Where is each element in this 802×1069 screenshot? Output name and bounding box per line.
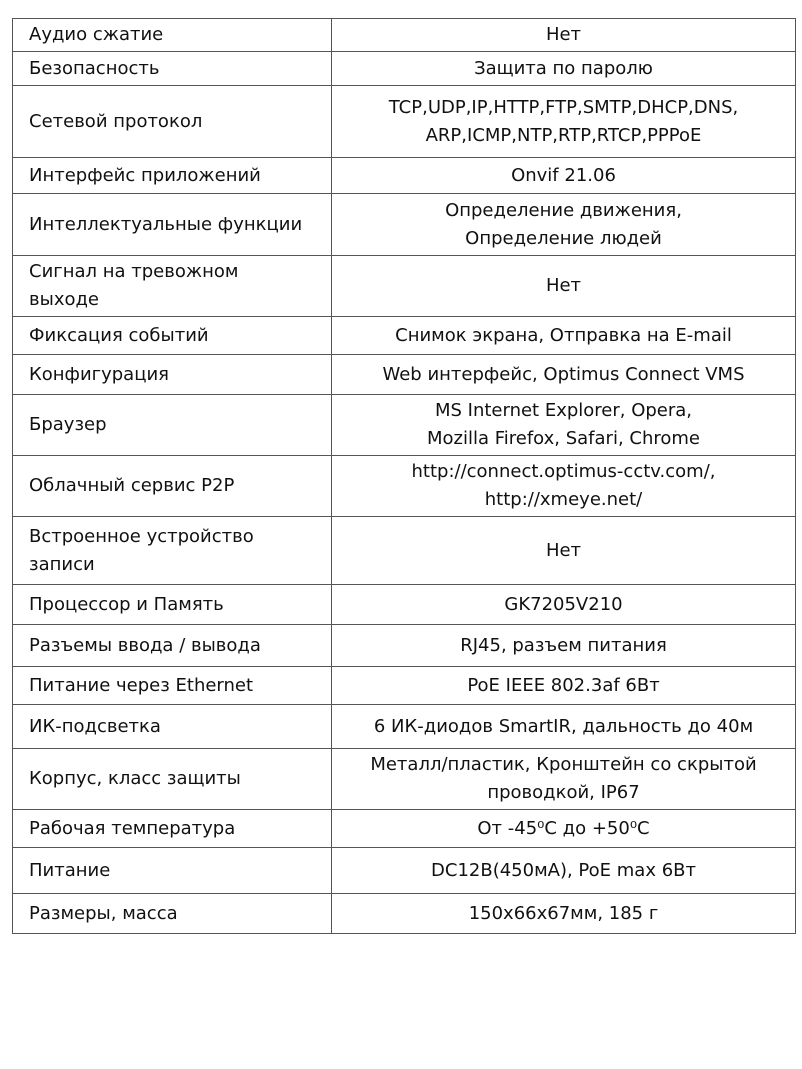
param-cell xyxy=(13,456,332,517)
param-cell-line: Питание через Ethernet xyxy=(29,674,254,696)
value-cell-line: TCP,UDP,IP,HTTP,FTP,SMTP,DHCP,DNS, xyxy=(388,96,739,118)
param-cell xyxy=(13,355,332,395)
value-cell-line: Защита по паролю xyxy=(474,57,653,79)
param-cell xyxy=(13,894,332,934)
value-cell xyxy=(332,158,796,194)
value-cell-line: Нет xyxy=(545,24,582,45)
param-cell xyxy=(13,19,332,52)
param-cell xyxy=(13,194,332,256)
param-cell xyxy=(13,667,332,705)
table-row xyxy=(13,52,796,86)
value-cell xyxy=(332,894,796,934)
table-row xyxy=(13,395,796,456)
param-cell-line: Рабочая температура xyxy=(29,817,236,839)
table-row xyxy=(13,625,796,667)
param-cell-line: Размеры, масса xyxy=(29,902,178,924)
param-cell xyxy=(13,625,332,667)
value-cell xyxy=(332,355,796,395)
value-cell-line: Металл/пластик, Кронштейн со скрытой xyxy=(370,754,757,775)
table-row xyxy=(13,705,796,749)
value-cell-line: Нет xyxy=(545,539,582,561)
param-cell-line: выходе xyxy=(29,289,100,310)
param-cell xyxy=(13,705,332,749)
spec-table xyxy=(12,18,796,934)
value-cell-line: http://connect.optimus-cctv.com/, xyxy=(411,461,716,482)
value-cell-line: ARP,ICMP,NTP,RTP,RTCP,PPPoE xyxy=(425,124,702,146)
value-cell-line: MS Internet Explorer, Opera, xyxy=(434,400,693,421)
param-cell-line: Сигнал на тревожном xyxy=(29,261,239,282)
param-cell xyxy=(13,52,332,86)
param-cell-line: Фиксация событий xyxy=(29,324,209,346)
table-row xyxy=(13,517,796,585)
param-cell-line: Облачный сервис P2P xyxy=(29,475,235,496)
value-cell xyxy=(332,667,796,705)
value-cell-line: PoE IEEE 802.3af 6Вт xyxy=(467,674,660,696)
value-cell xyxy=(332,194,796,256)
param-cell-line: Разъемы ввода / вывода xyxy=(29,634,261,656)
param-cell xyxy=(13,256,332,317)
param-cell-line: Процессор и Память xyxy=(29,593,224,615)
table-row xyxy=(13,667,796,705)
param-cell-line: Безопасность xyxy=(29,57,160,79)
value-cell-line: Onvif 21.06 xyxy=(511,164,616,186)
value-cell-line: 6 ИК-диодов SmartIR, дальность до 40м xyxy=(373,715,754,737)
value-cell-line: От -45⁰С до +50⁰С xyxy=(477,817,650,839)
param-cell xyxy=(13,86,332,158)
value-cell-line: RJ45, разъем питания xyxy=(460,634,667,656)
value-cell-line: проводкой, IP67 xyxy=(487,782,640,803)
table-row xyxy=(13,456,796,517)
value-cell-line: http://xmeye.net/ xyxy=(484,489,643,510)
value-cell xyxy=(332,848,796,894)
table-row xyxy=(13,194,796,256)
param-cell-line: Конфигурация xyxy=(29,363,169,385)
value-cell xyxy=(332,517,796,585)
table-row xyxy=(13,810,796,848)
table-row xyxy=(13,848,796,894)
table-row xyxy=(13,749,796,810)
param-cell xyxy=(13,317,332,355)
param-cell-line: записи xyxy=(29,553,95,575)
param-cell-line: Корпус, класс защиты xyxy=(29,768,241,789)
table-row xyxy=(13,86,796,158)
param-cell-line: Сетевой протокол xyxy=(29,110,203,132)
value-cell xyxy=(332,585,796,625)
value-cell xyxy=(332,810,796,848)
param-cell-line: Интеллектуальные функции xyxy=(29,213,303,235)
value-cell-line: Web интерфейс, Optimus Connect VMS xyxy=(382,363,745,385)
param-cell xyxy=(13,517,332,585)
value-cell xyxy=(332,86,796,158)
param-cell-line: ИК-подсветка xyxy=(29,715,161,737)
param-cell xyxy=(13,749,332,810)
param-cell-line: Встроенное устройство xyxy=(29,525,254,547)
value-cell xyxy=(332,705,796,749)
param-cell xyxy=(13,848,332,894)
value-cell-line: Определение людей xyxy=(465,227,662,249)
param-cell-line: Интерфейс приложений xyxy=(29,164,261,186)
value-cell-line: GK7205V210 xyxy=(504,593,623,615)
table-row xyxy=(13,256,796,317)
value-cell xyxy=(332,625,796,667)
param-cell-line: Аудио сжатие xyxy=(29,24,164,45)
param-cell-line: Питание xyxy=(29,859,111,881)
value-cell-line: Нет xyxy=(545,275,582,296)
table-row xyxy=(13,158,796,194)
table-row xyxy=(13,894,796,934)
param-cell xyxy=(13,810,332,848)
value-cell xyxy=(332,317,796,355)
value-cell xyxy=(332,52,796,86)
value-cell xyxy=(332,19,796,52)
table-row xyxy=(13,19,796,52)
param-cell xyxy=(13,395,332,456)
table-row xyxy=(13,317,796,355)
value-cell-line: Определение движения, xyxy=(445,199,682,221)
value-cell-line: Снимок экрана, Отправка на E-mail xyxy=(395,324,732,346)
value-cell-line: Mozilla Firefox, Safari, Chrome xyxy=(426,428,701,449)
value-cell xyxy=(332,749,796,810)
value-cell xyxy=(332,456,796,517)
param-cell-line: Браузер xyxy=(29,414,107,435)
value-cell xyxy=(332,256,796,317)
spec-table-body xyxy=(13,19,796,934)
param-cell xyxy=(13,585,332,625)
table-row xyxy=(13,585,796,625)
param-cell xyxy=(13,158,332,194)
value-cell-line: 150х66х67мм, 185 г xyxy=(468,902,659,924)
value-cell xyxy=(332,395,796,456)
table-row xyxy=(13,355,796,395)
value-cell-line: DC12В(450мА), PoE max 6Вт xyxy=(431,859,696,881)
